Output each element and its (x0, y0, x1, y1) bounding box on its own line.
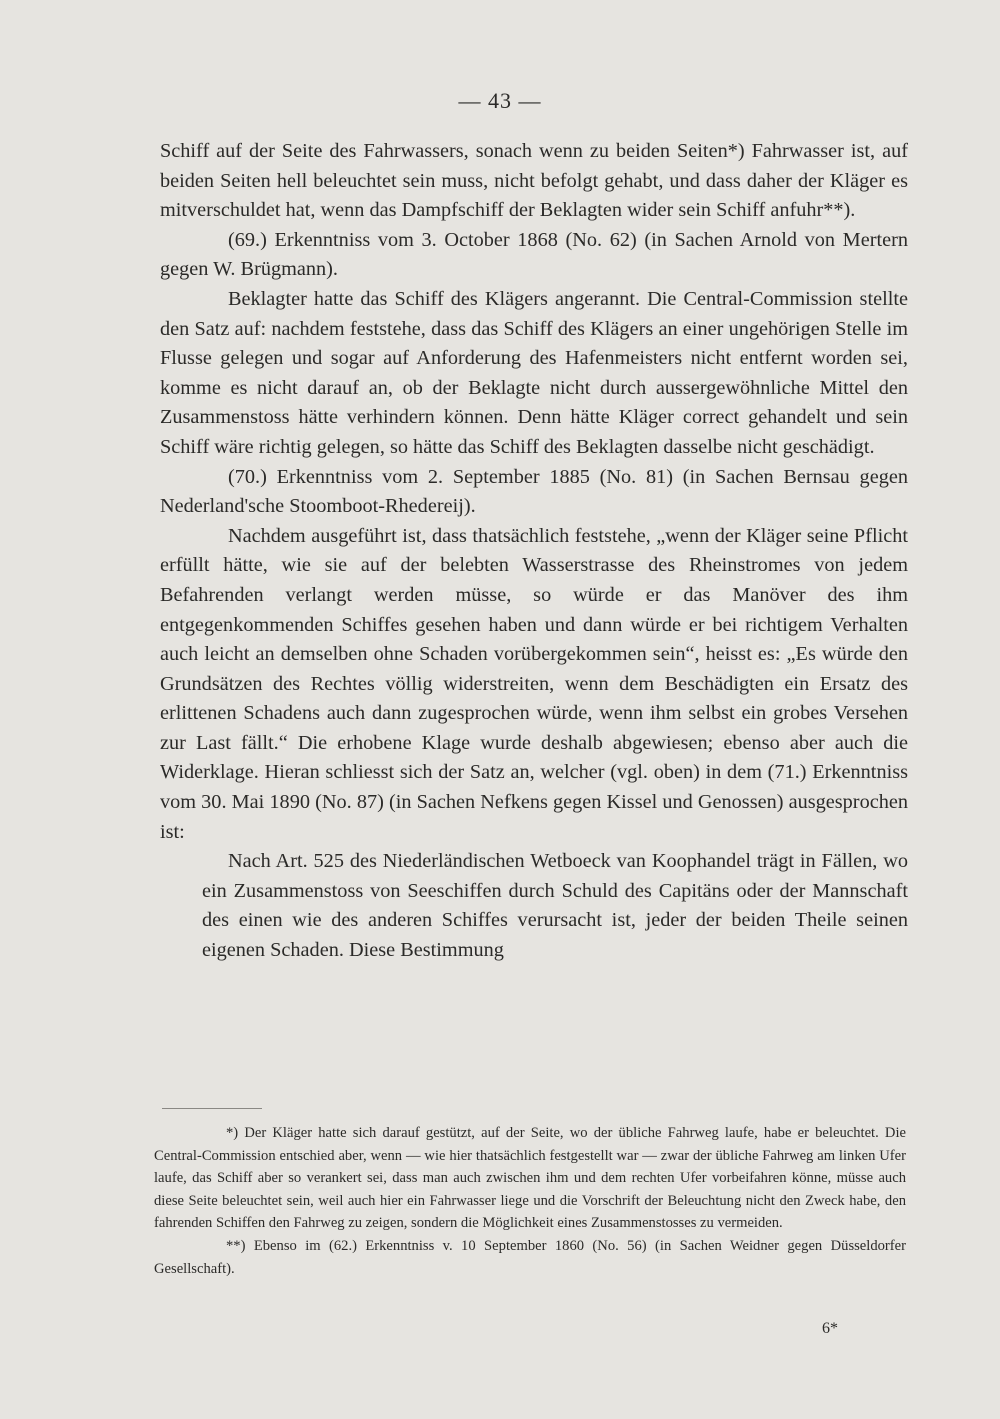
footnote-double-star: **) Ebenso im (62.) Erkenntniss v. 10 September 1860 (No. 56) (in Sachen Weidner gegen Düsseldorfer Gesellschaft). (154, 1237, 906, 1277)
signature-mark: 6* (822, 1320, 838, 1337)
footnote-divider (162, 1108, 262, 1109)
footnote-single-star: *) Der Kläger hatte sich darauf gestützt, auf der Seite, wo der übliche Fahrweg laufe, habe er beleuchtet. Die Central-Commission entschied aber, wenn — wie hier thatsächlich festgestellt war — zwar der übliche Fahrweg am linken Ufer laufe, das Schiff aber so verankert sei, dass man auch zwischen ihm und dem rechten Ufer vorbeifahren könne, müsse auch diese Seite beleuchtet sein, weil auch hier ein Fahrwasser liege und die Vorschrift der Beleuchtung nicht den Zweck habe, den fahrenden Schiffen den Fahrweg zu zeigen, sondern die Möglichkeit eines Zusammenstosses zu vermeiden. (154, 1125, 906, 1232)
paragraph-case-69-body: Beklagter hatte das Schiff des Klägers angerannt. Die Central-Commission stellte den Satz auf: nachdem feststehe, dass das Schiff des Klägers an einer ungehörigen Stelle im Flusse gelegen und sogar auf Anforderung des Hafenmeisters nicht entfernt worden sei, komme es nicht darauf an, ob der Beklagte nicht durch aussergewöhnliche Mittel den Zusammenstoss hätte verhindern können. Denn hätte Kläger correct gehandelt und sein Schiff wäre richtig gelegen, so hätte das Schiff des Beklagten dasselbe nicht geschädigt. (160, 287, 908, 458)
paragraph-case-70-heading: (70.) Erkenntniss vom 2. September 1885 (No. 81) (in Sachen Bernsau gegen Nederland'sche Stoomboot-Rhedereij). (160, 465, 908, 518)
body-text (160, 137, 908, 966)
page-number: — 43 — (458, 88, 542, 113)
paragraph-continuation: Schiff auf der Seite des Fahrwassers, sonach wenn zu beiden Seiten*) Fahrwasser ist, auf beiden Seiten hell beleuchtet sein muss, nicht befolgt gehabt, und dass daher der Kläger es mitverschuldet hat, wenn das Dampfschiff der Beklagten wider sein Schiff anfuhr**). (160, 140, 908, 222)
paragraph-case-69-heading: (69.) Erkenntniss vom 3. October 1868 (No. 62) (in Sachen Arnold von Mertern gegen W. Brügmann). (160, 228, 908, 281)
footnotes (154, 1122, 906, 1280)
paragraph-case-70-body: Nachdem ausgeführt ist, dass thatsächlich feststehe, „wenn der Kläger seine Pflicht erfüllt hätte, wie sie auf der belebten Wasserstrasse des Rheinstromes von jedem Befahrenden verlangt werden müsse, so würde er das Manöver des ihm entgegenkommenden Schiffes gesehen haben und dann würde er bei richtigem Verhalten auch leicht an demselben ohne Schaden vorübergekommen sein“, heisst es: „Es würde den Grundsätzen des Rechtes völlig widerstreiten, wenn dem Beschädigten ein Ersatz des erlittenen Schadens auch dann zugesprochen würde, wenn ihm selbst ein grobes Versehen zur Last fällt.“ Die erhobene Klage wurde deshalb abgewiesen; ebenso aber auch die Widerklage. Hieran schliesst sich der Satz an, welcher (vgl. oben) in dem (71.) Erkenntniss vom 30. Mai 1890 (No. 87) (in Sachen Nefkens gegen Kissel und Genossen) ausgesprochen ist: (160, 524, 908, 843)
paragraph-quoted-statute: Nach Art. 525 des Niederländischen Wetboeck van Koophandel trägt in Fällen, wo ein Zusammenstoss von Seeschiffen durch Schuld des Capitäns oder der Mannschaft des einen wie des anderen Schiffes verursacht ist, jeder der beiden Theile seinen eigenen Schaden. Diese Bestimmung (202, 850, 908, 962)
